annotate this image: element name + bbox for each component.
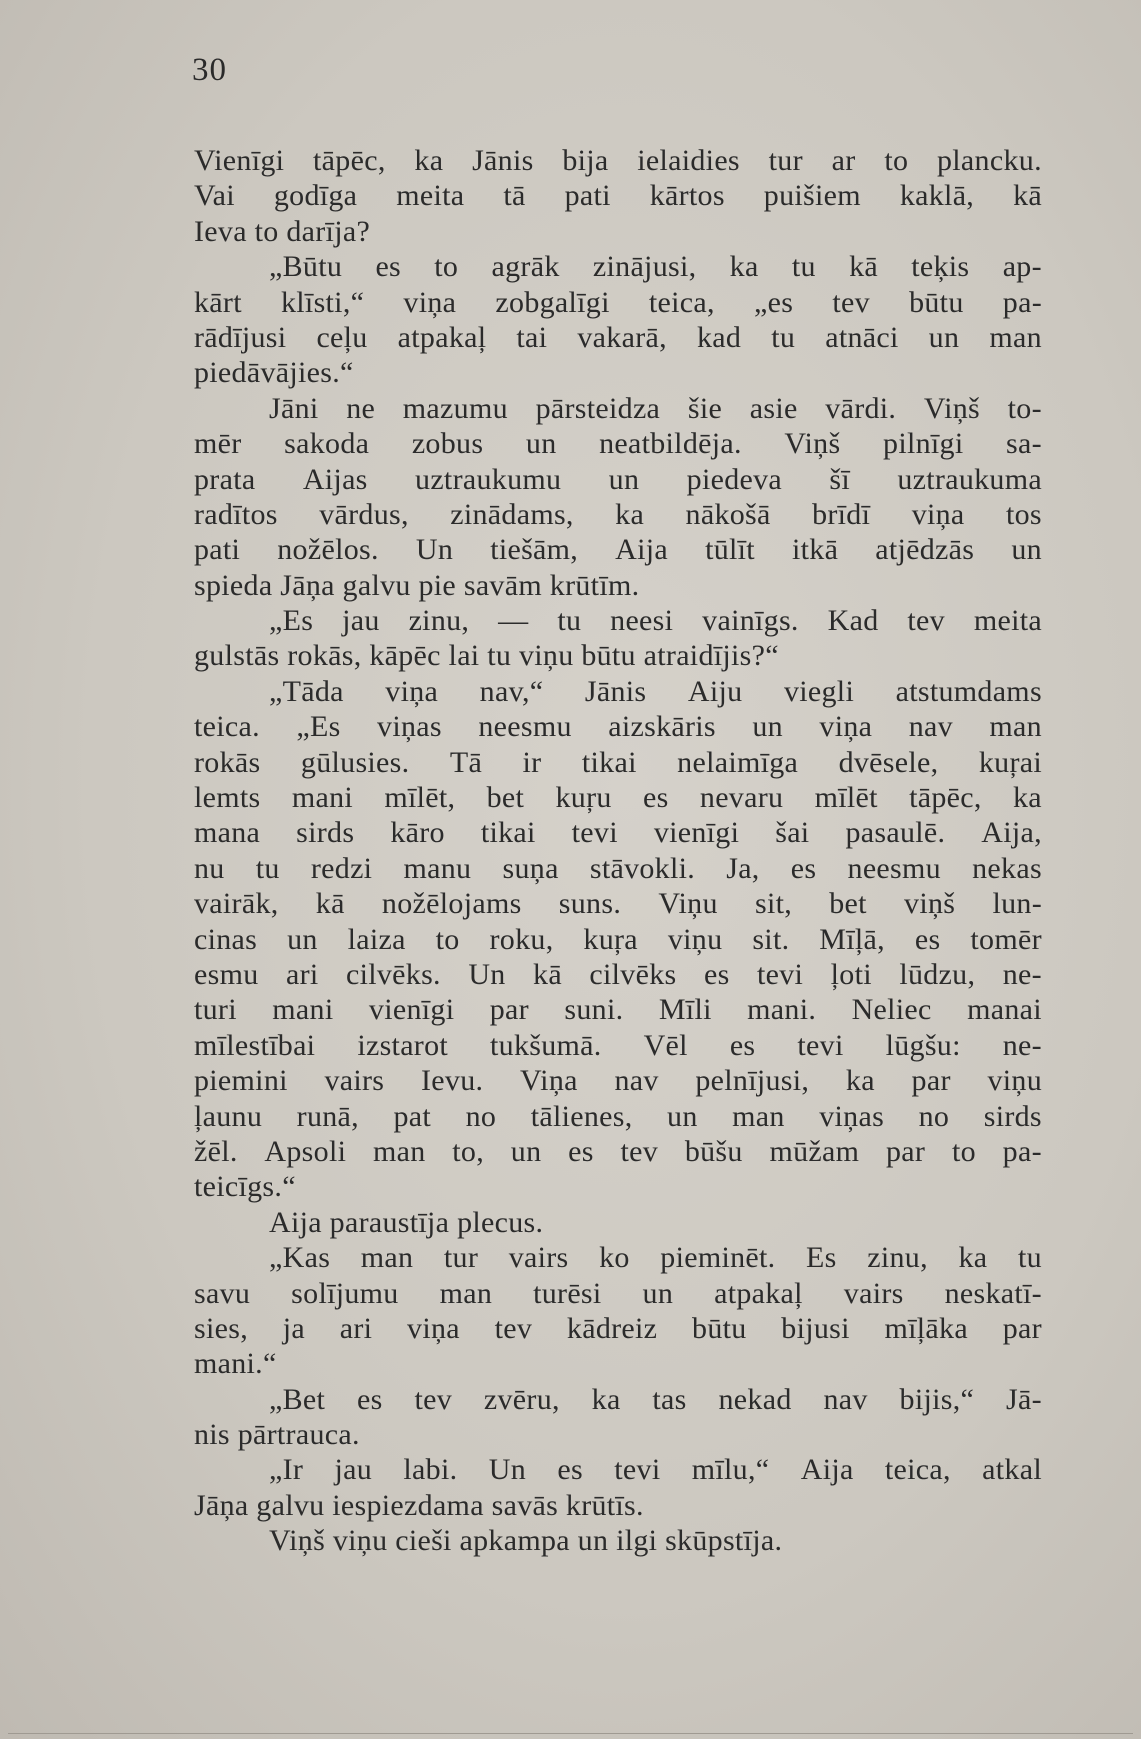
text-line: sies, ja ari viņa tev kādreiz būtu bijusi mīļāka par bbox=[194, 1311, 1042, 1345]
text-line: vairāk, kā nožēlojams suns. Viņu sit, bet viņš lun- bbox=[194, 887, 1042, 921]
text-line: prata Aijas uztraukumu un piedeva šī uztraukuma bbox=[194, 462, 1042, 496]
text-line: radītos vārdus, zinādams, ka nākošā brīdī viņa tos bbox=[194, 497, 1042, 531]
text-line: „Tāda viņa nav,“ Jānis Aiju viegli atstumdams bbox=[269, 674, 1042, 708]
body-text bbox=[194, 143, 1042, 1559]
text-line: gulstās rokās, kāpēc lai tu viņu būtu atraidījis?“ bbox=[194, 639, 779, 673]
text-line: lemts mani mīlēt, bet kuŗu es nevaru mīlēt tāpēc, ka bbox=[194, 781, 1042, 815]
text-line: mani.“ bbox=[194, 1347, 277, 1381]
text-line: mēr sakoda zobus un neatbildēja. Viņš pilnīgi sa- bbox=[194, 427, 1042, 461]
text-line: kārt klīsti,“ viņa zobgalīgi teica, „es tev būtu pa- bbox=[194, 285, 1042, 319]
text-line: cinas un laiza to roku, kuŗa viņu sit. Mīļā, es tomēr bbox=[194, 922, 1042, 956]
text-line: mīlestībai izstarot tukšumā. Vēl es tevi lūgšu: ne- bbox=[194, 1028, 1042, 1062]
text-line: turi mani vienīgi par suni. Mīli mani. Neliec manai bbox=[194, 993, 1042, 1027]
text-line: Ieva to darīja? bbox=[194, 214, 371, 248]
text-line: esmu ari cilvēks. Un kā cilvēks es tevi ļoti lūdzu, ne- bbox=[194, 957, 1042, 991]
text-line: piedāvājies.“ bbox=[194, 356, 354, 390]
text-line: „Bet es tev zvēru, ka tas nekad nav bijis,“ Jā- bbox=[269, 1382, 1042, 1416]
text-line: „Es jau zinu, — tu neesi vainīgs. Kad tev meita bbox=[269, 604, 1042, 638]
text-line: spieda Jāņa galvu pie savām krūtīm. bbox=[194, 568, 640, 602]
text-line: teica. „Es viņas neesmu aizskāris un viņa nav man bbox=[194, 710, 1042, 744]
text-line: mana sirds kāro tikai tevi vienīgi šai pasaulē. Aija, bbox=[194, 816, 1042, 850]
text-line: nis pārtrauca. bbox=[194, 1418, 360, 1452]
text-line: „Kas man tur vairs ko pieminēt. Es zinu, ka tu bbox=[269, 1241, 1042, 1275]
text-line: Jāni ne mazumu pārsteidza šie asie vārdi. Viņš to- bbox=[269, 391, 1042, 425]
text-line: rokās gūlusies. Tā ir tikai nelaimīga dvēsele, kuŗai bbox=[194, 745, 1042, 779]
text-line: Vienīgi tāpēc, ka Jānis bija ielaidies tur ar to plancku. bbox=[194, 144, 1042, 177]
page-edge-line bbox=[8, 1733, 1133, 1734]
text-line: Viņš viņu cieši apkampa un ilgi skūpstīja. bbox=[269, 1524, 783, 1558]
page-number: 30 bbox=[192, 52, 227, 88]
text-line: savu solījumu man turēsi un atpakaļ vairs neskatī- bbox=[194, 1276, 1042, 1310]
text-line: teicīgs.“ bbox=[194, 1170, 296, 1204]
text-line: Aija paraustīja plecus. bbox=[269, 1205, 544, 1239]
text-line: Vai godīga meita tā pati kārtos puišiem kaklā, kā bbox=[194, 179, 1042, 213]
text-line: nu tu redzi manu suņa stāvokli. Ja, es neesmu nekas bbox=[194, 851, 1042, 885]
text-line: piemini vairs Ievu. Viņa nav pelnījusi, ka par viņu bbox=[194, 1064, 1042, 1098]
text-line: „Ir jau labi. Un es tevi mīlu,“ Aija teica, atkal bbox=[269, 1453, 1042, 1487]
text-line: „Būtu es to agrāk zinājusi, ka tu kā teķis ap- bbox=[269, 250, 1042, 284]
text-line: Jāņa galvu iespiezdama savās krūtīs. bbox=[194, 1488, 644, 1522]
text-line: pati nožēlos. Un tiešām, Aija tūlīt itkā atjēdzās un bbox=[194, 533, 1042, 567]
text-line: ļaunu runā, pat no tālienes, un man viņas no sirds bbox=[194, 1099, 1042, 1133]
text-line: rādījusi ceļu atpakaļ tai vakarā, kad tu atnāci un man bbox=[194, 320, 1042, 354]
text-line: žēl. Apsoli man to, un es tev būšu mūžam par to pa- bbox=[194, 1134, 1042, 1168]
